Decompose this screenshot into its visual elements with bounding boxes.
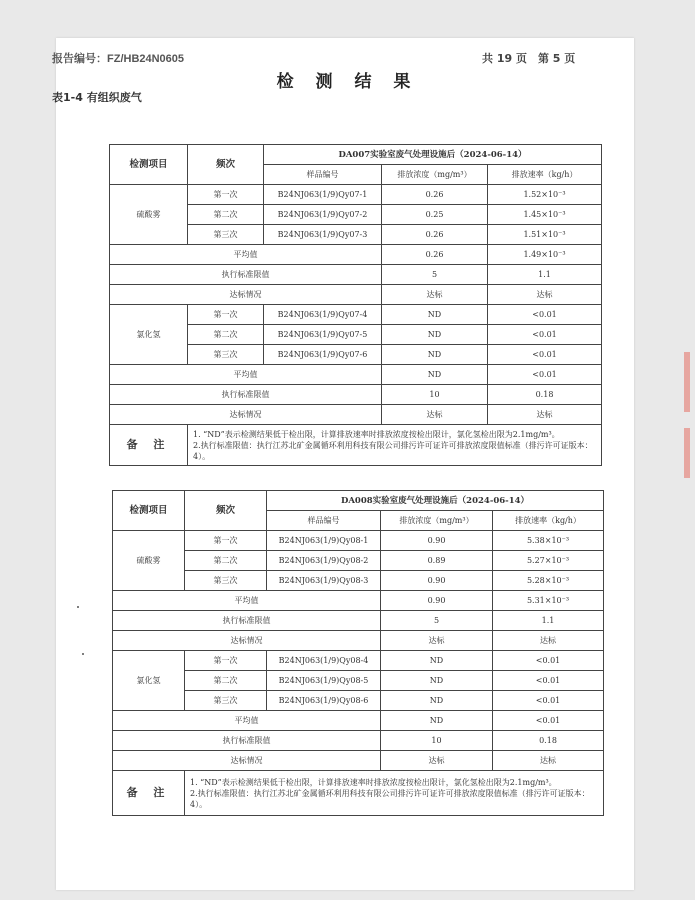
average-rate: 5.31×10⁻³ [493, 591, 604, 611]
rate-column-header: 排放速率（kg/h） [488, 165, 602, 185]
frequency-cell: 第二次 [188, 325, 264, 345]
rate-cell: 5.28×10⁻³ [493, 571, 604, 591]
table-row [110, 185, 602, 205]
concentration-cell: 0.26 [382, 225, 488, 245]
item-column-header: 检测项目 [110, 145, 188, 185]
limit-label: 执行标准限值 [110, 265, 382, 285]
status-row [110, 285, 602, 305]
status-label: 达标情况 [110, 405, 382, 425]
limit-row [110, 265, 602, 285]
note-2: 2.执行标准限值：执行江苏北矿金属循环利用科技有限公司排污许可证许可排放浓度限值标准（排污许可证版本：4）。 [190, 788, 590, 809]
frequency-cell: 第一次 [185, 651, 267, 671]
report-number-value: FZ/HB24N0605 [107, 53, 185, 65]
status-label: 达标情况 [110, 285, 382, 305]
limit-label: 执行标准限值 [110, 385, 382, 405]
frequency-cell: 第一次 [185, 531, 267, 551]
note-1: 1. “ND”表示检测结果低于检出限，计算排放速率时排放浓度按检出限计，氯化氢检出限为2.1mg/m³。 [193, 429, 560, 439]
rate-cell: 5.38×10⁻³ [493, 531, 604, 551]
status-concentration: 达标 [382, 405, 488, 425]
concentration-cell: ND [381, 691, 493, 711]
status-label: 达标情况 [113, 751, 381, 771]
table-row [110, 305, 602, 325]
limit-rate: 0.18 [493, 731, 604, 751]
notes-text [185, 771, 604, 816]
table-row [113, 531, 604, 551]
sample-id-cell: B24NJ063(1/9)Qy07-5 [264, 325, 382, 345]
sample-id-cell: B24NJ063(1/9)Qy08-6 [267, 691, 381, 711]
limit-label: 执行标准限值 [113, 731, 381, 751]
concentration-cell: 0.26 [382, 185, 488, 205]
average-concentration: ND [381, 711, 493, 731]
concentration-cell: ND [382, 305, 488, 325]
status-label: 达标情况 [113, 631, 381, 651]
average-concentration: 0.90 [381, 591, 493, 611]
average-row [113, 711, 604, 731]
rate-cell: <0.01 [488, 325, 602, 345]
average-concentration: ND [382, 365, 488, 385]
concentration-cell: ND [381, 651, 493, 671]
report-number [52, 50, 184, 66]
limit-concentration: 5 [382, 265, 488, 285]
page-info: 共 19 页 第 5 页 [482, 52, 576, 65]
limit-row [113, 731, 604, 751]
page-title: 检 测 结 果 [276, 72, 419, 92]
scan-dot [82, 653, 84, 655]
rate-cell: 1.51×10⁻³ [488, 225, 602, 245]
sample-id-cell: B24NJ063(1/9)Qy07-6 [264, 345, 382, 365]
sample-id-cell: B24NJ063(1/9)Qy07-4 [264, 305, 382, 325]
notes-label: 备 注 [110, 425, 188, 466]
frequency-column-header: 频次 [188, 145, 264, 185]
average-row [110, 365, 602, 385]
notes-label: 备 注 [113, 771, 185, 816]
rate-column-header: 排放速率（kg/h） [493, 511, 604, 531]
report-number-label: 报告编号： [52, 52, 107, 65]
seal-edge-mark [684, 428, 690, 478]
results-table-da008 [112, 490, 604, 816]
frequency-cell: 第一次 [188, 305, 264, 325]
notes-row [110, 425, 602, 466]
outlet-header: DA008实验室废气处理设施后（2024-06-14） [267, 491, 604, 511]
table-row [113, 551, 604, 571]
limit-row [113, 611, 604, 631]
average-row [113, 591, 604, 611]
item-column-header: 检测项目 [113, 491, 185, 531]
status-concentration: 达标 [382, 285, 488, 305]
average-concentration: 0.26 [382, 245, 488, 265]
concentration-cell: 0.89 [381, 551, 493, 571]
average-rate: <0.01 [488, 365, 602, 385]
frequency-cell: 第二次 [185, 551, 267, 571]
status-rate: 达标 [493, 631, 604, 651]
item-name: 氯化氢 [110, 305, 188, 365]
sample-id-cell: B24NJ063(1/9)Qy08-2 [267, 551, 381, 571]
status-row [113, 751, 604, 771]
results-table-da007 [109, 144, 602, 466]
item-name: 硫酸雾 [113, 531, 185, 591]
limit-concentration: 10 [381, 731, 493, 751]
rate-cell: <0.01 [488, 305, 602, 325]
table-row [113, 651, 604, 671]
frequency-cell: 第一次 [188, 185, 264, 205]
concentration-cell: 0.90 [381, 531, 493, 551]
limit-rate: 1.1 [493, 611, 604, 631]
sample-id-cell: B24NJ063(1/9)Qy07-2 [264, 205, 382, 225]
limit-label: 执行标准限值 [113, 611, 381, 631]
frequency-cell: 第二次 [188, 205, 264, 225]
rate-cell: <0.01 [493, 651, 604, 671]
sample-id-cell: B24NJ063(1/9)Qy08-4 [267, 651, 381, 671]
notes-row [113, 771, 604, 816]
concentration-column-header: 排放浓度（mg/m³） [381, 511, 493, 531]
rate-cell: 5.27×10⁻³ [493, 551, 604, 571]
sample-id-cell: B24NJ063(1/9)Qy07-3 [264, 225, 382, 245]
status-rate: 达标 [488, 405, 602, 425]
rate-cell: <0.01 [488, 345, 602, 365]
limit-row [110, 385, 602, 405]
item-name: 氯化氢 [113, 651, 185, 711]
table-row [113, 571, 604, 591]
concentration-cell: ND [381, 671, 493, 691]
average-label: 平均值 [110, 365, 382, 385]
average-label: 平均值 [113, 711, 381, 731]
frequency-cell: 第二次 [185, 671, 267, 691]
status-row [110, 405, 602, 425]
sample-column-header: 样品编号 [264, 165, 382, 185]
limit-concentration: 10 [382, 385, 488, 405]
frequency-cell: 第三次 [188, 225, 264, 245]
seal-edge-mark [684, 352, 690, 412]
table-row [113, 671, 604, 691]
average-label: 平均值 [110, 245, 382, 265]
concentration-cell: ND [382, 325, 488, 345]
scan-dot [77, 606, 79, 608]
rate-cell: <0.01 [493, 691, 604, 711]
sample-id-cell: B24NJ063(1/9)Qy08-5 [267, 671, 381, 691]
note-2: 2.执行标准限值：执行江苏北矿金属循环利用科技有限公司排污许可证许可排放浓度限值标准（排污许可证版本：4）。 [193, 440, 593, 461]
concentration-column-header: 排放浓度（mg/m³） [382, 165, 488, 185]
status-row [113, 631, 604, 651]
note-1: 1. “ND”表示检测结果低于检出限，计算排放速率时排放浓度按检出限计，氯化氢检出限为2.1mg/m³。 [190, 777, 557, 787]
item-name: 硫酸雾 [110, 185, 188, 245]
status-rate: 达标 [488, 285, 602, 305]
frequency-cell: 第三次 [185, 691, 267, 711]
average-label: 平均值 [113, 591, 381, 611]
table-row [113, 691, 604, 711]
rate-cell: 1.45×10⁻³ [488, 205, 602, 225]
sample-id-cell: B24NJ063(1/9)Qy08-3 [267, 571, 381, 591]
rate-cell: 1.52×10⁻³ [488, 185, 602, 205]
limit-concentration: 5 [381, 611, 493, 631]
sample-id-cell: B24NJ063(1/9)Qy08-1 [267, 531, 381, 551]
limit-rate: 0.18 [488, 385, 602, 405]
status-rate: 达标 [493, 751, 604, 771]
concentration-cell: ND [382, 345, 488, 365]
frequency-column-header: 频次 [185, 491, 267, 531]
outlet-header: DA007实验室废气处理设施后（2024-06-14） [264, 145, 602, 165]
table-caption: 表1-4 有组织废气 [52, 91, 142, 104]
notes-text [188, 425, 602, 466]
average-rate: <0.01 [493, 711, 604, 731]
concentration-cell: 0.90 [381, 571, 493, 591]
rate-cell: <0.01 [493, 671, 604, 691]
status-concentration: 达标 [381, 631, 493, 651]
sample-id-cell: B24NJ063(1/9)Qy07-1 [264, 185, 382, 205]
status-concentration: 达标 [381, 751, 493, 771]
frequency-cell: 第三次 [188, 345, 264, 365]
limit-rate: 1.1 [488, 265, 602, 285]
concentration-cell: 0.25 [382, 205, 488, 225]
sample-column-header: 样品编号 [267, 511, 381, 531]
average-rate: 1.49×10⁻³ [488, 245, 602, 265]
frequency-cell: 第三次 [185, 571, 267, 591]
average-row [110, 245, 602, 265]
